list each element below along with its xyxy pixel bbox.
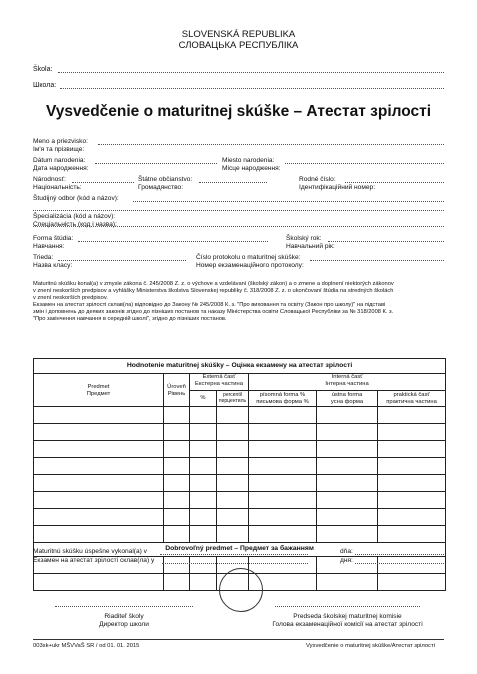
school-field-ua[interactable] bbox=[60, 88, 444, 89]
grades-table-heading: Hodnotenie maturitnej skúšky – Оцінка екзамену на атестат зрілості bbox=[34, 359, 446, 374]
director-signature-line[interactable] bbox=[55, 606, 193, 607]
citizenship-field[interactable] bbox=[199, 182, 267, 183]
table-row[interactable] bbox=[34, 441, 446, 458]
citizenship-label-ua: Громадянство: bbox=[138, 184, 184, 191]
table-row[interactable] bbox=[34, 475, 446, 492]
name-label-ua: Ім'я та прізвище: bbox=[33, 146, 85, 153]
table-row[interactable] bbox=[34, 526, 446, 543]
school-label: Škola: bbox=[33, 66, 53, 73]
class-label-ua: Назва класу: bbox=[33, 262, 73, 269]
class-field[interactable] bbox=[58, 260, 186, 261]
passed-place-field-ua[interactable] bbox=[162, 563, 308, 564]
pob-field[interactable] bbox=[285, 163, 444, 164]
date-label-ua: дня: bbox=[340, 557, 353, 564]
passed-label-ua: Екзамен на атестат зрілості склав(ла) у bbox=[33, 557, 155, 564]
pob-label-sk: Miesto narodenia: bbox=[222, 157, 275, 164]
name-label-sk: Meno a priezvisko: bbox=[33, 138, 88, 145]
date-label-sk: dňa: bbox=[340, 548, 353, 555]
field-of-study-label: Študijný odbor (kód a názov): bbox=[33, 195, 119, 202]
country-name-ua: СЛОВАЦЬКА РЕСПУБЛІКА bbox=[178, 40, 299, 51]
passed-label-sk: Maturitnú skúšku úspešne vykonal(a) v bbox=[33, 548, 147, 555]
percent-column-header: % bbox=[190, 391, 217, 407]
school-year-label-sk: Školský rok: bbox=[286, 235, 322, 242]
official-stamp-placeholder bbox=[219, 568, 263, 612]
legal-text-line-6: "Про закінчення навчання в середній школі", згідно до пізніших постанов. bbox=[33, 316, 227, 322]
date-field[interactable] bbox=[355, 554, 444, 555]
form-code: 003sk+ukr MŠVVaŠ SR / od 01. 01. 2015 bbox=[33, 643, 140, 649]
id-number-label-ua: Ідентифікаційний номер: bbox=[299, 184, 376, 191]
document-title: Vysvedčenie o maturitnej skúške – Атестат зрілості bbox=[45, 103, 432, 120]
internal-part-header: Interná časť Інтерна частина bbox=[249, 374, 446, 391]
legal-text-line-4: Екзамен на атестат зрілості склав(ла) відповідно до Закону № 245/2008 К. з. "Про виховання та освіту (Закон про школу)" на підставі bbox=[33, 302, 386, 308]
class-label-sk: Trieda: bbox=[33, 254, 54, 261]
practical-part-header: praktická časť практична частина bbox=[378, 391, 446, 407]
study-form-label-ua: Навчання: bbox=[33, 243, 65, 250]
footer-divider bbox=[33, 639, 444, 640]
country-name-sk: SLOVENSKÁ REPUBLIKA bbox=[181, 29, 296, 40]
study-form-label-sk: Forma štúdia: bbox=[33, 235, 74, 242]
legal-text-line-1: Maturitnú skúšku konal(a) v zmysle zákona č. 245/2008 Z. z. o výchove a vzdelávaní (školský zákon) a o zmene a doplnení niektorých zákonov bbox=[33, 281, 394, 287]
school-field[interactable] bbox=[58, 72, 444, 73]
external-part-header: Externá časť Екстерна частина bbox=[190, 374, 249, 391]
written-form-header: písomná forma % письмова форма % bbox=[249, 391, 317, 407]
school-year-label-ua: Навчальний рік: bbox=[286, 243, 335, 250]
dob-label-sk: Dátum narodenia: bbox=[33, 157, 86, 164]
dob-field[interactable] bbox=[95, 163, 217, 164]
table-row[interactable] bbox=[34, 458, 446, 475]
table-row[interactable] bbox=[34, 509, 446, 526]
table-row[interactable] bbox=[34, 424, 446, 441]
percentile-column-header: percentil перцентиль bbox=[217, 391, 249, 407]
nationality-label-ua: Національність: bbox=[33, 184, 82, 191]
date-field-ua[interactable] bbox=[355, 563, 444, 564]
subject-column-header: Predmet Предмет bbox=[34, 374, 164, 407]
specialization-label-ua: Спеціальність (код і назва): bbox=[33, 221, 117, 228]
protocol-label-ua: Номер екзаменаційного протоколу: bbox=[196, 262, 304, 269]
level-column-header: Úroveň Рівень bbox=[164, 374, 190, 407]
nationality-label-sk: Národnosť: bbox=[33, 176, 66, 183]
table-row[interactable] bbox=[34, 407, 446, 424]
study-form-field[interactable] bbox=[78, 241, 268, 242]
school-label-ua: Школа: bbox=[33, 82, 57, 89]
director-label: Riaditeľ školy Директор школи bbox=[99, 613, 149, 628]
protocol-field[interactable] bbox=[310, 260, 444, 261]
table-row[interactable] bbox=[34, 492, 446, 509]
pob-label-ua: Місце народження: bbox=[222, 165, 281, 172]
passed-place-field[interactable] bbox=[160, 554, 308, 555]
chair-signature-line[interactable] bbox=[275, 606, 420, 607]
id-number-label-sk: Rodné číslo: bbox=[299, 176, 336, 183]
dob-label-ua: Дата народження: bbox=[33, 165, 89, 172]
id-number-field[interactable] bbox=[345, 182, 444, 183]
school-year-field[interactable] bbox=[328, 241, 444, 242]
chair-label: Predseda školskej maturitnej komisie Голова екзаменаційної комісії на атестат зрілості bbox=[272, 613, 423, 628]
legal-text-line-3: v znení neskorších predpisov. bbox=[33, 295, 108, 301]
name-field[interactable] bbox=[98, 144, 444, 145]
legal-text-line-2: v znení neskorších predpisov a vyhlášky Ministerstva školstva Slovenskej republiky č. 318/2008 Z. z. o ukončovaní štúdia na stredných školách bbox=[33, 288, 394, 294]
specialization-label-sk: Špecializácia (kód a názov): bbox=[33, 213, 116, 220]
protocol-label-sk: Číslo protokolu o maturitnej skúške: bbox=[196, 254, 301, 261]
footer-document-name: Vysvedčenie o maturitnej skúške/Атестат зрілості bbox=[306, 643, 435, 649]
nationality-field[interactable] bbox=[72, 182, 134, 183]
oral-form-header: ústna forma усна форма bbox=[317, 391, 378, 407]
field-of-study-field-2[interactable] bbox=[33, 210, 444, 211]
citizenship-label-sk: Štátne občianstvo: bbox=[138, 176, 193, 183]
optional-subject-heading: Dobrovoľný predmet – Предмет за бажанням bbox=[34, 543, 446, 557]
legal-text-line-5: змін і доповнень до деяких законів згідно до пізніших постанов та наказу Міністерства освіти Словацької Республіки за № 318/2008 К. з. bbox=[33, 309, 394, 315]
field-of-study-field[interactable] bbox=[133, 201, 444, 202]
